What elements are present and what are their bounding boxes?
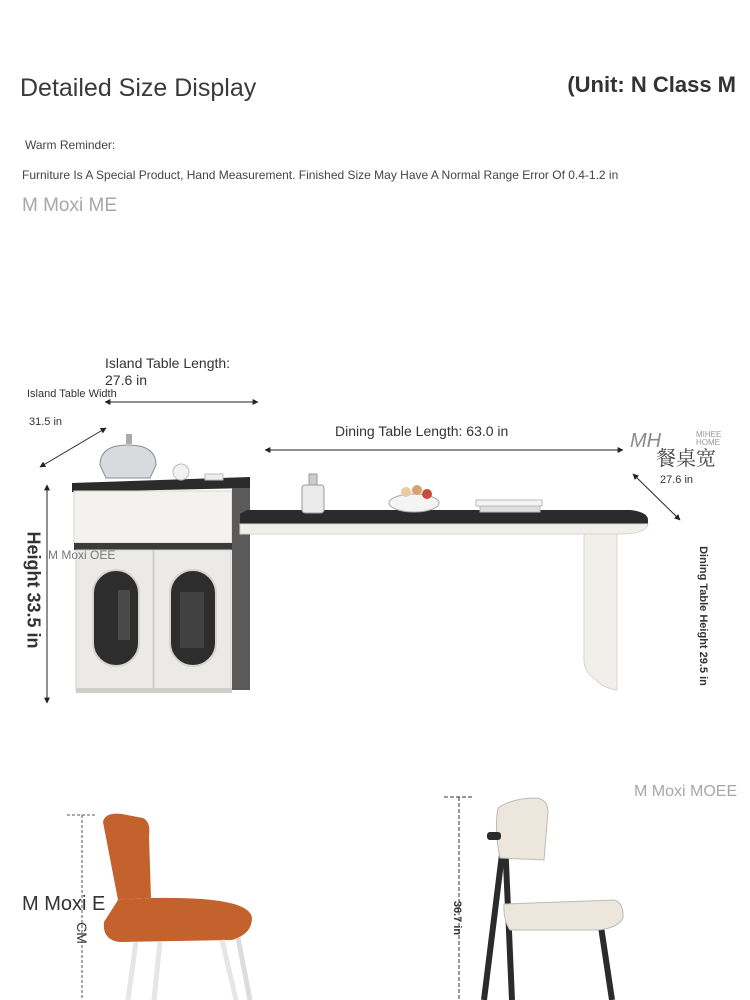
dining-length-label: Dining Table Length: 63.0 in <box>335 423 509 439</box>
island-length-value: 27.6 in <box>105 372 148 388</box>
dining-height-label: Dining Table Height 29.5 in <box>697 546 709 686</box>
dining-table <box>240 474 648 690</box>
logo-english: MIHEE HOME <box>696 430 722 447</box>
watermark-text: M Moxi ME <box>22 195 117 216</box>
chair-left-height-label: CM <box>74 922 90 944</box>
watermark-text: M Moxi OEE <box>48 548 116 562</box>
island-width-value: 31.5 in <box>29 416 63 428</box>
logo-chinese: 餐桌宽 <box>656 446 716 470</box>
height-label: Height 33.5 in <box>23 531 44 649</box>
unit-label: (Unit: N Class M <box>567 72 736 97</box>
island-cabinet <box>72 434 250 693</box>
island-length-title: Island Table Length: <box>105 355 231 371</box>
brand-logo <box>630 430 730 470</box>
island-width-arrow <box>40 428 106 467</box>
dining-width-value: 27.6 in <box>660 474 694 486</box>
logo-mark: MH <box>630 430 662 452</box>
reminder-text: Furniture Is A Special Product, Hand Measurement. Finished Size May Have A Normal Range Error Of 0.4-1.2 in <box>22 168 619 182</box>
island-length-label <box>105 355 230 389</box>
chair-right-height-label: 36.7 in <box>451 900 463 936</box>
island-width-label: Island Table Width <box>27 388 117 400</box>
cream-chair <box>444 797 623 1000</box>
page-title: Detailed Size Display <box>20 74 257 102</box>
reminder-title: Warm Reminder: <box>25 138 116 152</box>
watermark-text: M Moxi E <box>22 893 106 915</box>
watermark-text: M Moxi MOEE <box>634 783 738 800</box>
